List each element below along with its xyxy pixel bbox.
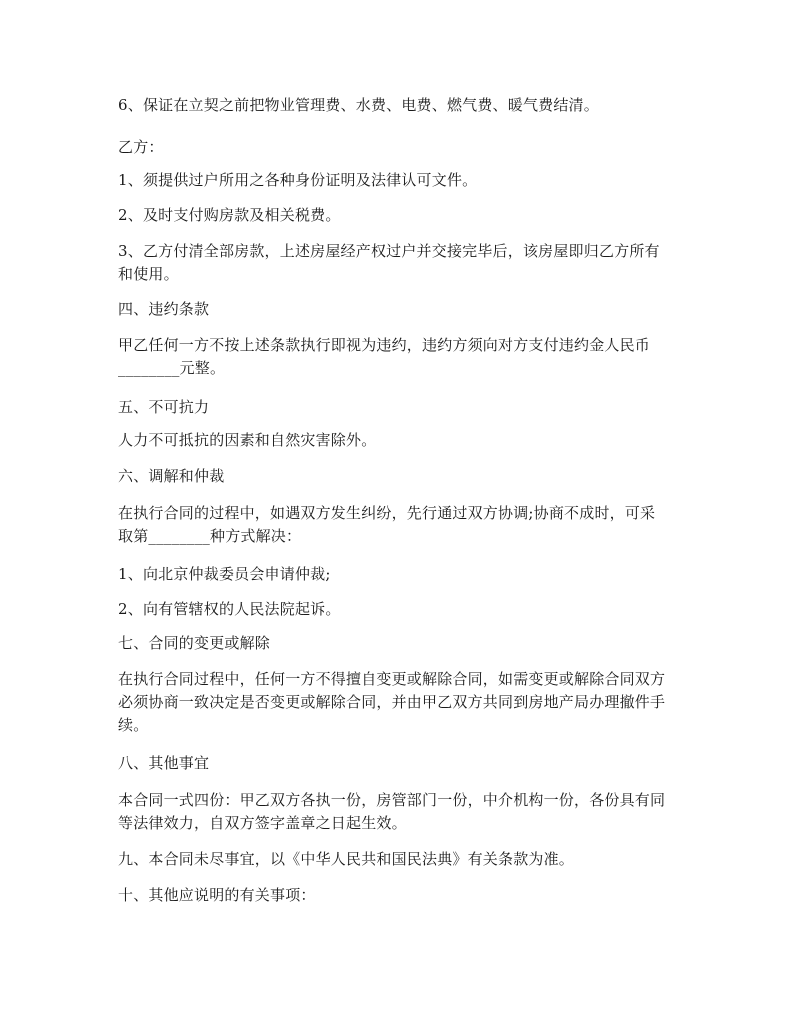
section-5-heading: 五、不可抗力 xyxy=(118,398,210,416)
section-7-body-line-1: 在执行合同过程中，任何一方不得擅自变更或解除合同，如需变更或解除合同双方 xyxy=(118,670,666,688)
section-7-heading: 七、合同的变更或解除 xyxy=(118,634,271,652)
section-6-body-line-2: 取第________种方式解决： xyxy=(118,527,302,545)
party-b-item-3-line-2: 和使用。 xyxy=(118,265,179,283)
section-9-body: 九、本合同未尽事宜，以《中华人民共和国民法典》有关条款为准。 xyxy=(118,850,575,868)
section-4-body-line-2: ________元整。 xyxy=(118,359,226,377)
party-b-item-2: 2、及时支付购房款及相关税费。 xyxy=(118,206,341,224)
section-5-body: 人力不可抵抗的因素和自然灾害除外。 xyxy=(118,431,377,449)
party-b-item-3-line-1: 3、乙方付清全部房款，上述房屋经产权过户并交接完毕后，该房屋即归乙方所有 xyxy=(118,242,660,260)
section-7-body-line-2: 必须协商一致决定是否变更或解除合同，并由甲乙双方共同到房地产局办理撤件手 xyxy=(118,693,666,711)
section-6-heading: 六、调解和仲裁 xyxy=(118,467,225,485)
section-10-heading: 十、其他应说明的有关事项： xyxy=(118,886,316,904)
section-8-body-line-1: 本合同一式四份：甲乙双方各执一份，房管部门一份，中介机构一份，各份具有同 xyxy=(118,791,666,809)
section-6-option-2: 2、向有管辖权的人民法院起诉。 xyxy=(118,600,341,618)
section-7-body-line-3: 续。 xyxy=(118,716,149,734)
section-8-body-line-2: 等法律效力，自双方签字盖章之日起生效。 xyxy=(118,814,407,832)
section-4-heading: 四、违约条款 xyxy=(118,300,210,318)
clause-6-settle-fees: 6、保证在立契之前把物业管理费、水费、电费、燃气费、暖气费结清。 xyxy=(118,96,599,114)
party-b-heading: 乙方： xyxy=(118,138,164,156)
section-6-option-1: 1、向北京仲裁委员会申请仲裁; xyxy=(118,565,331,583)
party-b-item-1: 1、须提供过户所用之各种身份证明及法律认可文件。 xyxy=(118,171,478,189)
section-4-body-line-1: 甲乙任何一方不按上述条款执行即视为违约，违约方须向对方支付违约金人民币 xyxy=(118,336,651,354)
section-8-heading: 八、其他事宜 xyxy=(118,754,210,772)
section-6-body-line-1: 在执行合同的过程中，如遇双方发生纠纷，先行通过双方协调;协商不成时，可采 xyxy=(118,504,656,522)
